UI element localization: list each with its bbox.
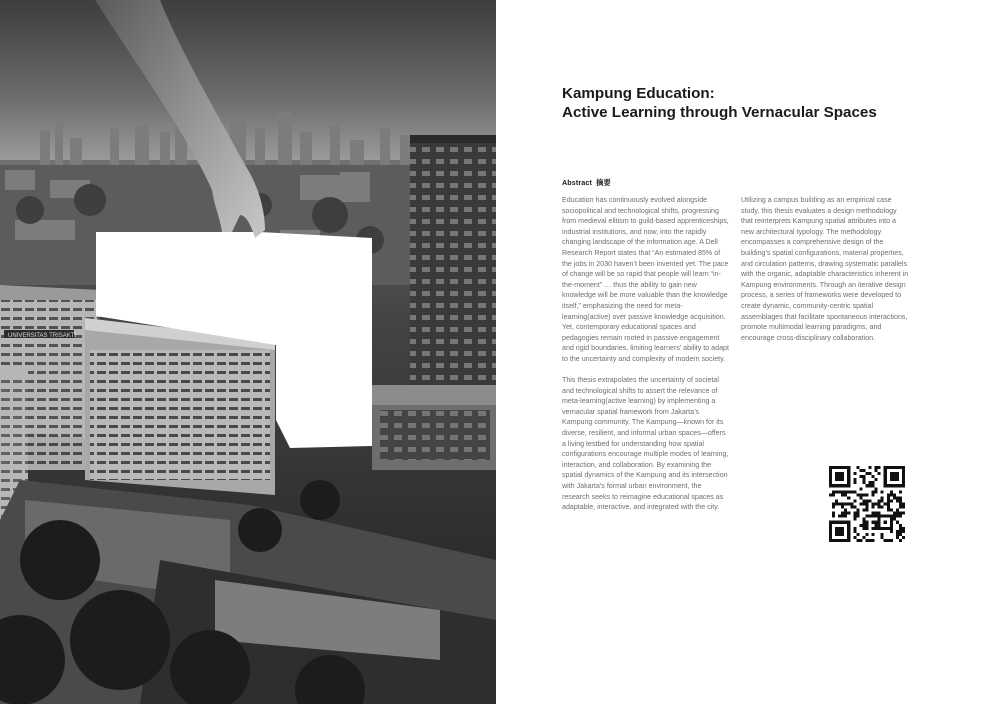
abstract-paragraph: Utilizing a campus building as an empirical case study, this thesis evaluates a design methodology that reinterprets Kampung spatial attributes into a new architectural typology. The methodology encompasses a comprehensive design of the building’s spatial configurations, material properties, and circulation patterns, drawing systematic parallels with the organic, adaptable characteristics inherent in Kampung environments. Through an iterative design process, a series of frameworks were developed to create dynamic, community-centric spatial assemblages that facilitate spontaneous interactions, promote multimodal learning paradigms, and encourage cross-disciplinary collaboration. bbox=[741, 196, 909, 342]
qr-code-icon[interactable] bbox=[829, 466, 905, 542]
qr-code-graphic bbox=[829, 466, 905, 542]
abstract-label: Abstract bbox=[562, 178, 592, 187]
collage-photo bbox=[0, 0, 496, 704]
abstract-paragraph: Education has continuously evolved alongside sociopolitical and technological shifts, progressing from medieval elitism to guild-based apprenticeships, industrial institutions, and now, into the rapidly changing landscape of the information age. A Dell Research Report states that “An estimated 85% of the jobs in 2030 haven’t been invented yet. The pace of change will be so rapid that people will learn “in-the-moment” … thus the ability to gain new knowledge will be more valuable than the knowledge itself,” emphasizing the need for meta-learning(active) over passive knowledge acquisition. Yet, contemporary educational spaces and pedagogies remain rooted in passive engagement and rigid boundaries, limiting learners’ ability to adapt to the uncertainty and complexity of modern society. bbox=[562, 196, 729, 363]
abstract-label-cn: 摘要 bbox=[596, 178, 611, 187]
abstract-column-left bbox=[562, 195, 730, 523]
city-collage-illustration bbox=[0, 0, 496, 704]
title-line-1: Kampung Education: bbox=[562, 85, 715, 102]
building-sign: UNIVERSITAS TRISAKTI bbox=[8, 333, 77, 339]
title-line-2: Active Learning through Vernacular Spaces bbox=[562, 104, 877, 121]
text-page bbox=[496, 0, 994, 704]
abstract-heading bbox=[562, 178, 611, 188]
abstract-column-right bbox=[741, 195, 909, 354]
abstract-paragraph: This thesis extrapolates the uncertainty of societal and technological shifts to assert the relevance of meta-learning(active learning) by implementing a vernacular spatial framework from Jakarta’s Kampung community. The Kampung—known for its diverse, resilient, and informal urban spaces—offers a living testbed for understanding how spatial configurations encourage multiple modes of learning, interaction, and collaboration. By examining the spatial dynamics of the Kampung and its intersection with Jakarta’s formal urban environment, the research seeks to reimagine educational spaces as adaptable, interactive, and integrated with the city. bbox=[562, 376, 729, 512]
article-title bbox=[562, 84, 962, 122]
